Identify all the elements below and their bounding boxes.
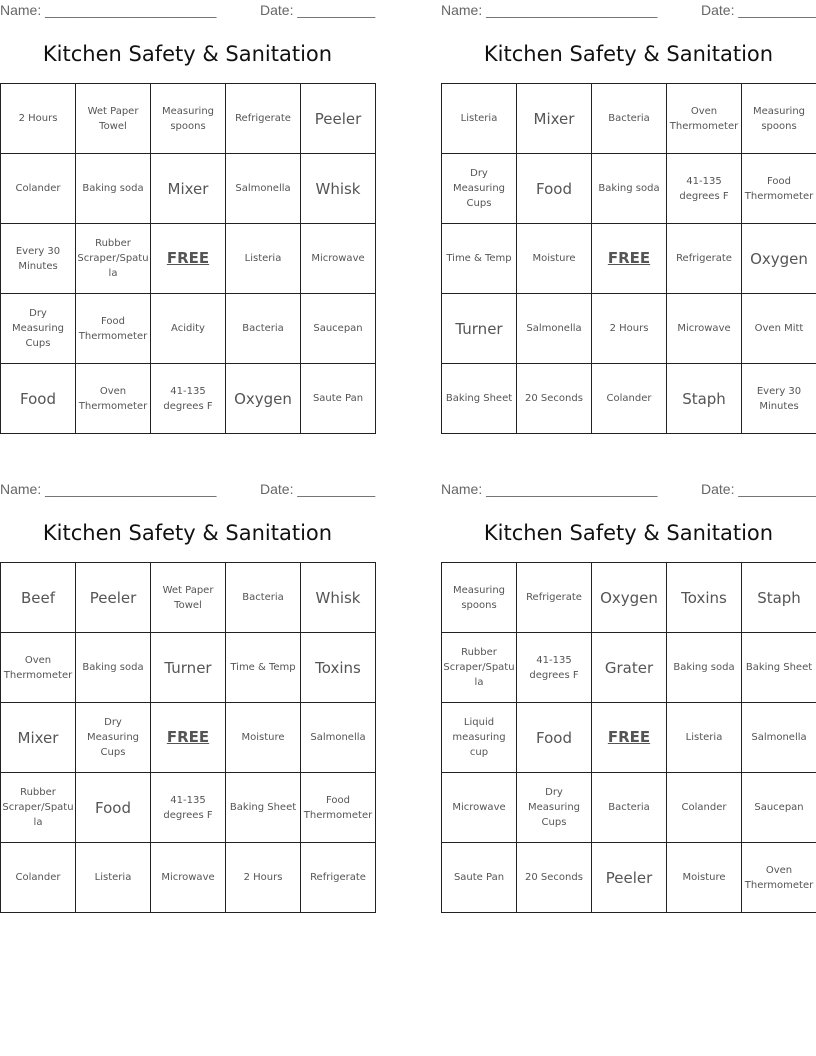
bingo-cell: Bacteria xyxy=(592,84,667,154)
name-date-row xyxy=(0,0,375,22)
bingo-grid xyxy=(441,83,816,434)
name-field-label: Name: ______________________ xyxy=(441,481,658,497)
bingo-grid xyxy=(0,83,376,434)
name-field-label: Name: ______________________ xyxy=(0,2,217,18)
bingo-cell: Salmonella xyxy=(301,703,376,773)
free-space: FREE xyxy=(592,224,667,294)
bingo-cell: Mixer xyxy=(517,84,592,154)
bingo-cell: Measuring spoons xyxy=(442,563,517,633)
bingo-cell: Saute Pan xyxy=(442,843,517,913)
bingo-cell: Oven Thermometer xyxy=(1,633,76,703)
bingo-cell: Salmonella xyxy=(226,154,301,224)
bingo-cell: Liquid measuring cup xyxy=(442,703,517,773)
bingo-cell: Toxins xyxy=(667,563,742,633)
bingo-card xyxy=(441,479,816,891)
bingo-cell: Every 30 Minutes xyxy=(742,364,816,434)
bingo-cell: Food Thermometer xyxy=(742,154,816,224)
bingo-cell: Mixer xyxy=(1,703,76,773)
bingo-cell: Moisture xyxy=(667,843,742,913)
bingo-cell: Refrigerate xyxy=(301,843,376,913)
bingo-card xyxy=(0,0,376,412)
bingo-cell: Dry Measuring Cups xyxy=(76,703,151,773)
bingo-cell: Food xyxy=(1,364,76,434)
bingo-cell: Food Thermometer xyxy=(76,294,151,364)
card-title: Kitchen Safety & Sanitation xyxy=(483,42,774,66)
bingo-cell: Every 30 Minutes xyxy=(1,224,76,294)
bingo-cell: Oven Thermometer xyxy=(667,84,742,154)
bingo-cell: Wet Paper Towel xyxy=(151,563,226,633)
card-title: Kitchen Safety & Sanitation xyxy=(483,521,774,545)
bingo-cell: Salmonella xyxy=(742,703,816,773)
bingo-cell: Wet Paper Towel xyxy=(76,84,151,154)
bingo-cell: Rubber Scraper/Spatula xyxy=(76,224,151,294)
name-date-row xyxy=(0,479,375,501)
card-title: Kitchen Safety & Sanitation xyxy=(42,521,333,545)
bingo-cell: Bacteria xyxy=(592,773,667,843)
date-field-label: Date: __________ xyxy=(701,481,816,497)
bingo-cell: Peeler xyxy=(592,843,667,913)
bingo-cell: 20 Seconds xyxy=(517,843,592,913)
date-field-label: Date: __________ xyxy=(260,2,376,18)
bingo-cell: Oven Mitt xyxy=(742,294,816,364)
free-space: FREE xyxy=(151,703,226,773)
bingo-card xyxy=(0,479,376,883)
bingo-cell: Baking soda xyxy=(667,633,742,703)
bingo-cell: Baking soda xyxy=(76,154,151,224)
date-field-label: Date: __________ xyxy=(701,2,816,18)
bingo-cell: Colander xyxy=(1,843,76,913)
bingo-cell: Saute Pan xyxy=(301,364,376,434)
bingo-cell: Grater xyxy=(592,633,667,703)
bingo-cell: Oxygen xyxy=(592,563,667,633)
bingo-cell: Whisk xyxy=(301,154,376,224)
bingo-grid xyxy=(441,562,816,913)
bingo-cell: Food xyxy=(517,703,592,773)
bingo-cell: 41-135 degrees F xyxy=(151,773,226,843)
bingo-cell: Baking Sheet xyxy=(226,773,301,843)
bingo-cell: Measuring spoons xyxy=(742,84,816,154)
bingo-cell: Colander xyxy=(592,364,667,434)
name-field-label: Name: ______________________ xyxy=(441,2,658,18)
bingo-cell: 41-135 degrees F xyxy=(667,154,742,224)
bingo-cell: Refrigerate xyxy=(226,84,301,154)
bingo-cell: Oven Thermometer xyxy=(742,843,816,913)
bingo-cell: Oxygen xyxy=(742,224,816,294)
free-space: FREE xyxy=(592,703,667,773)
name-field-label: Name: ______________________ xyxy=(0,481,217,497)
bingo-cell: Refrigerate xyxy=(517,563,592,633)
bingo-cell: Measuring spoons xyxy=(151,84,226,154)
bingo-cell: Salmonella xyxy=(517,294,592,364)
bingo-cell: Oven Thermometer xyxy=(76,364,151,434)
bingo-cell: Microwave xyxy=(442,773,517,843)
bingo-cell: Microwave xyxy=(151,843,226,913)
bingo-cell: Whisk xyxy=(301,563,376,633)
bingo-cell: Staph xyxy=(742,563,816,633)
bingo-cell: Bacteria xyxy=(226,294,301,364)
bingo-cell: Colander xyxy=(667,773,742,843)
bingo-cell: Baking soda xyxy=(592,154,667,224)
bingo-cell: Moisture xyxy=(517,224,592,294)
bingo-cell: 41-135 degrees F xyxy=(517,633,592,703)
bingo-cell: Baking Sheet xyxy=(742,633,816,703)
bingo-card xyxy=(441,0,816,412)
bingo-cell: Bacteria xyxy=(226,563,301,633)
bingo-cell: 2 Hours xyxy=(592,294,667,364)
bingo-cell: Acidity xyxy=(151,294,226,364)
bingo-cell: 2 Hours xyxy=(226,843,301,913)
bingo-cell: Refrigerate xyxy=(667,224,742,294)
bingo-cell: Dry Measuring Cups xyxy=(1,294,76,364)
bingo-cell: Turner xyxy=(442,294,517,364)
bingo-cell: Peeler xyxy=(301,84,376,154)
bingo-cell: Time & Temp xyxy=(226,633,301,703)
bingo-cell: 20 Seconds xyxy=(517,364,592,434)
bingo-cell: Saucepan xyxy=(742,773,816,843)
bingo-cell: Oxygen xyxy=(226,364,301,434)
bingo-cell: Listeria xyxy=(442,84,517,154)
bingo-cell: Baking soda xyxy=(76,633,151,703)
date-field-label: Date: __________ xyxy=(260,481,376,497)
bingo-cell: Food xyxy=(76,773,151,843)
bingo-cell: Rubber Scraper/Spatula xyxy=(1,773,76,843)
bingo-cell: Colander xyxy=(1,154,76,224)
bingo-cell: Baking Sheet xyxy=(442,364,517,434)
bingo-cell: Dry Measuring Cups xyxy=(517,773,592,843)
bingo-grid xyxy=(0,562,376,913)
bingo-cell: Food Thermometer xyxy=(301,773,376,843)
name-date-row xyxy=(441,0,816,22)
bingo-cell: Dry Measuring Cups xyxy=(442,154,517,224)
bingo-cell: Peeler xyxy=(76,563,151,633)
bingo-cell: Time & Temp xyxy=(442,224,517,294)
bingo-cell: Saucepan xyxy=(301,294,376,364)
bingo-cell: Listeria xyxy=(76,843,151,913)
bingo-cell: Staph xyxy=(667,364,742,434)
card-title: Kitchen Safety & Sanitation xyxy=(42,42,333,66)
name-date-row xyxy=(441,479,816,501)
bingo-cell: Mixer xyxy=(151,154,226,224)
bingo-cell: Rubber Scraper/Spatula xyxy=(442,633,517,703)
bingo-cell: Turner xyxy=(151,633,226,703)
bingo-cell: Microwave xyxy=(301,224,376,294)
bingo-cell: Microwave xyxy=(667,294,742,364)
free-space: FREE xyxy=(151,224,226,294)
bingo-cell: 2 Hours xyxy=(1,84,76,154)
bingo-cell: Toxins xyxy=(301,633,376,703)
bingo-cell: Beef xyxy=(1,563,76,633)
bingo-cell: 41-135 degrees F xyxy=(151,364,226,434)
bingo-cell: Food xyxy=(517,154,592,224)
bingo-cell: Moisture xyxy=(226,703,301,773)
bingo-cell: Listeria xyxy=(226,224,301,294)
bingo-cell: Listeria xyxy=(667,703,742,773)
